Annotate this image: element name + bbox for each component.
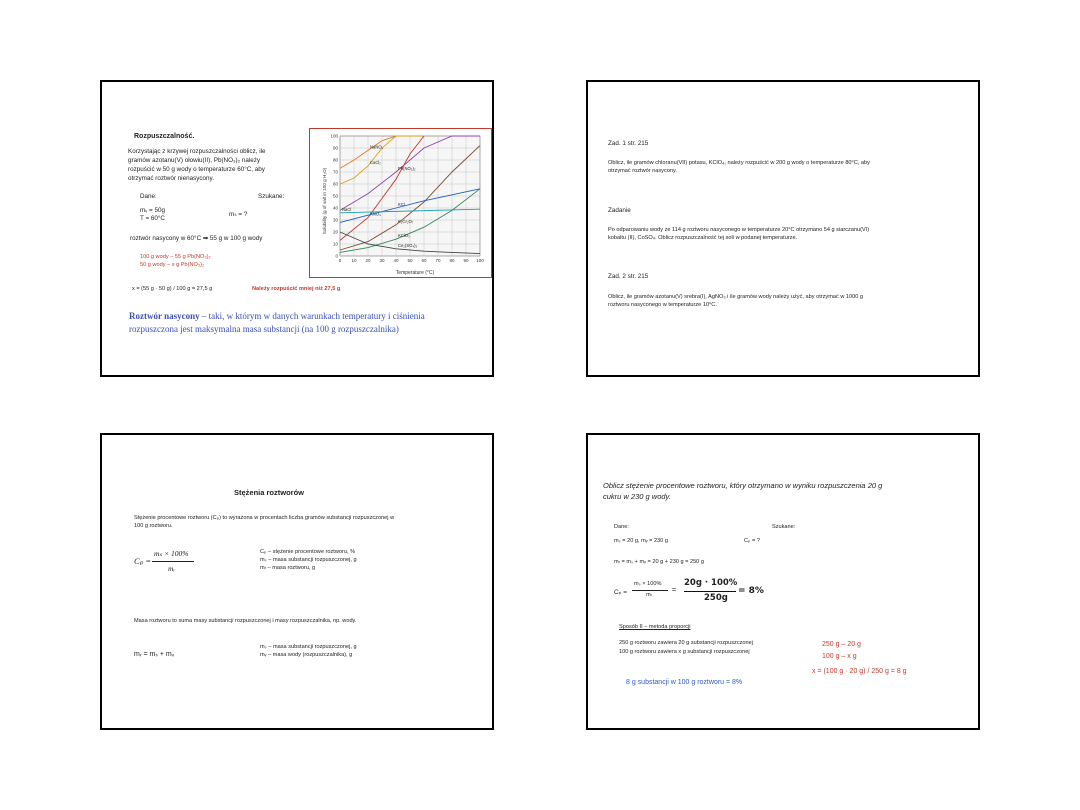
task1-text: otrzymać roztwór nasycony. xyxy=(608,168,677,174)
legend-line: mᵣ – masa roztworu, g xyxy=(260,565,316,571)
task1-title: Zad. 1 str. 215 xyxy=(608,140,649,147)
slide1-task-line: gramów azotanu(V) ołowiu(II), Pb(NO₃)₂ należy xyxy=(128,157,261,164)
task2-text: roztworu nasyconego w temperaturze 10°C. xyxy=(608,302,717,308)
x-tick-label: 100 xyxy=(476,258,484,263)
result-blue: 8 g substancji w 100 g roztworu = 8% xyxy=(626,679,743,686)
y-tick-label: 60 xyxy=(332,181,338,187)
fraction-bar xyxy=(152,561,194,562)
proportion-line: 50 g wody – x g Pb(NO₃)₂ xyxy=(140,262,205,268)
slide-example xyxy=(586,433,980,730)
solubility-chart-frame xyxy=(309,128,492,278)
szukane-line: mₛ = ? xyxy=(229,211,248,218)
x-tick-label: 80 xyxy=(449,258,455,263)
y-tick-label: 30 xyxy=(332,217,338,223)
slide1-task-line: otrzymać roztwór nienasycony. xyxy=(128,175,214,182)
series-label: Pb(NO₃)₂ xyxy=(398,166,416,171)
handwritten-numerator: 20g · 100% xyxy=(684,578,738,588)
definition-line1 xyxy=(129,310,425,322)
cp-denominator: mᵣ xyxy=(646,592,653,598)
x-tick-label: 0 xyxy=(338,258,342,263)
slide1-task-line: rozpuścić w 50 g wody o temperaturze 60°C, aby xyxy=(128,166,265,173)
x-tick-label: 50 xyxy=(407,258,413,263)
task-zadanie-text: Po odparowaniu wody ze 114 g roztworu nasyconego w temperaturze 20°C otrzymano 54 g siarczanu(VI) xyxy=(608,227,870,233)
mr-calc-line: mᵣ = mₛ + mᵥ = 20 g + 230 g = 250 g xyxy=(614,559,704,565)
handwritten-denominator: 250g xyxy=(704,593,728,603)
example-task: cukru w 230 g wody. xyxy=(603,492,671,501)
definition-term: Roztwór nasycony xyxy=(129,311,200,321)
szukane-line: Cₚ = ? xyxy=(744,538,760,544)
x-tick-label: 20 xyxy=(365,258,371,263)
definition-text: 100 g roztworu. xyxy=(134,523,173,529)
definition-line2: rozpuszczona jest maksymalna masa substancji (na 100 g rozpuszczalnika) xyxy=(129,324,399,334)
x-tick-label: 60 xyxy=(421,258,427,263)
task2-title: Zad. 2 str. 215 xyxy=(608,273,649,280)
equals-sign: = xyxy=(672,587,677,594)
calculation-red: x = (100 g · 20 g) / 250 g = 8 g xyxy=(812,668,907,675)
proportion-red: 100 g – x g xyxy=(822,653,857,660)
slide1-title: Rozpuszczalność. xyxy=(134,133,195,140)
legend-line: mₛ – masa substancji rozpuszczonej, g xyxy=(260,644,357,650)
y-tick-label: 40 xyxy=(332,205,338,211)
dane-label: Dane: xyxy=(140,193,157,200)
dane-label: Dane: xyxy=(614,524,629,530)
dane-line: mᵥ = 50g xyxy=(140,207,165,214)
solubility-chart xyxy=(310,129,491,277)
y-tick-label: 70 xyxy=(332,169,338,175)
y-tick-label: 100 xyxy=(330,133,338,139)
series-label: KNO₃ xyxy=(370,211,381,217)
x-tick-label: 70 xyxy=(435,258,441,263)
legend-line: Cₚ – stężenie procentowe roztworu, % xyxy=(260,549,356,555)
dane-line: T = 60°C xyxy=(140,215,165,222)
y-tick-label: 50 xyxy=(332,193,338,199)
handwritten-fraction-bar xyxy=(684,591,736,592)
proportion-red: 250 g – 20 g xyxy=(822,641,861,648)
series-label: CaCl₂ xyxy=(370,160,381,165)
x-tick-label: 90 xyxy=(463,258,469,263)
method-title: Sposób II – metoda proporcji xyxy=(619,624,691,630)
series-label: NaCl xyxy=(342,206,352,212)
example-task: Oblicz stężenie procentowe roztworu, który otrzymano w wyniku rozpuszczenia 20 g xyxy=(603,481,883,490)
cp-formula-lhs: Cₚ = xyxy=(134,556,152,566)
y-tick-label: 0 xyxy=(335,253,338,259)
y-tick-label: 80 xyxy=(332,157,338,163)
task2-text: Oblicz, ile gramów azotanu(V) srebra(I), AgNO₃ i ile gramów wody należy użyć, aby otrzymać w 1000 g xyxy=(608,294,864,300)
szukane-label: Szukane: xyxy=(772,524,796,530)
y-tick-label: 90 xyxy=(332,145,338,151)
definition-text: – taki, w którym w danych warunkach temperatury i ciśnienia xyxy=(199,311,425,321)
chart-xlabel: Temperature (°C) xyxy=(395,270,435,276)
slide-solubility xyxy=(100,80,494,377)
series-label: Ce₂(SO₄)₃ xyxy=(398,242,418,248)
slide-tasks xyxy=(586,80,980,377)
legend-line: mᵥ – masa wody (rozpuszczalnika), g xyxy=(260,652,353,658)
handwritten-result: = 8% xyxy=(738,586,764,596)
answer-note: Należy rozpuścić mniej niż 27,5 g xyxy=(252,286,341,292)
mass-formula: mᵣ = mₛ + mᵥ xyxy=(134,651,174,658)
y-tick-label: 10 xyxy=(332,241,338,247)
proportion-text: 100 g roztworu zawiera x g substancji rozpuszczonej xyxy=(619,649,750,655)
cp-formula-denominator: mᵣ xyxy=(168,564,176,573)
task-zadanie-text: kobaltu (II), CoSO₄. Oblicz rozpuszczalność tej soli w podanej temperaturze. xyxy=(608,235,798,241)
task-zadanie-title: Zadanie xyxy=(608,207,631,214)
saturated-line: roztwór nasycony w 60°C ➡ 55 g w 100 g wody xyxy=(130,235,263,242)
proportion-line: 100 g wody – 55 g Pb(NO₃)₂ xyxy=(140,254,211,260)
cp-numerator: mₛ × 100% xyxy=(634,581,662,587)
series-label: NaNO₃ xyxy=(370,144,384,150)
chart-ylabel: Solubility (g of salt in 100 g H₂O) xyxy=(322,167,327,235)
x-tick-label: 40 xyxy=(393,258,399,263)
calculation-line: x = (55 g · 50 g) / 100 g = 27,5 g xyxy=(132,286,213,292)
series-label: KCl xyxy=(398,202,405,207)
szukane-label: Szukane: xyxy=(258,193,285,200)
y-tick-label: 20 xyxy=(332,229,338,235)
dane-line: mₛ = 20 g, mᵥ = 230 g xyxy=(614,538,668,544)
x-tick-label: 30 xyxy=(379,258,385,263)
legend-line: mₛ – masa substancji rozpuszczonej, g xyxy=(260,557,357,563)
proportion-text: 250 g roztworu zawiera 20 g substancji rozpuszczonej xyxy=(619,640,754,646)
slide-concentrations xyxy=(100,433,494,730)
series-label: K₂Cr₂O₇ xyxy=(398,218,414,224)
slide1-task-line: Korzystając z krzywej rozpuszczalności oblicz, ile xyxy=(128,148,266,155)
cp-formula-numerator: mₛ × 100% xyxy=(154,549,189,558)
fraction-bar xyxy=(632,590,668,591)
series-label: KClO₃ xyxy=(398,233,410,239)
slide3-title: Stężenia roztworów xyxy=(234,488,305,497)
definition-text: Stężenie procentowe roztworu (Cₚ) to wyrażona w procentach liczba gramów substancji rozpuszczonej w xyxy=(134,515,395,521)
mass-definition: Masa roztworu to suma masy substancji rozpuszczonej i masy rozpuszczalnika, np. wody. xyxy=(134,618,357,624)
x-tick-label: 10 xyxy=(351,258,357,263)
task1-text: Oblicz, ile gramów chloranu(VII) potasu, KClO₄, należy rozpuścić w 200 g wody o temperaturze 80°C, aby xyxy=(608,160,870,166)
cp-lhs: Cₚ = xyxy=(614,589,628,596)
